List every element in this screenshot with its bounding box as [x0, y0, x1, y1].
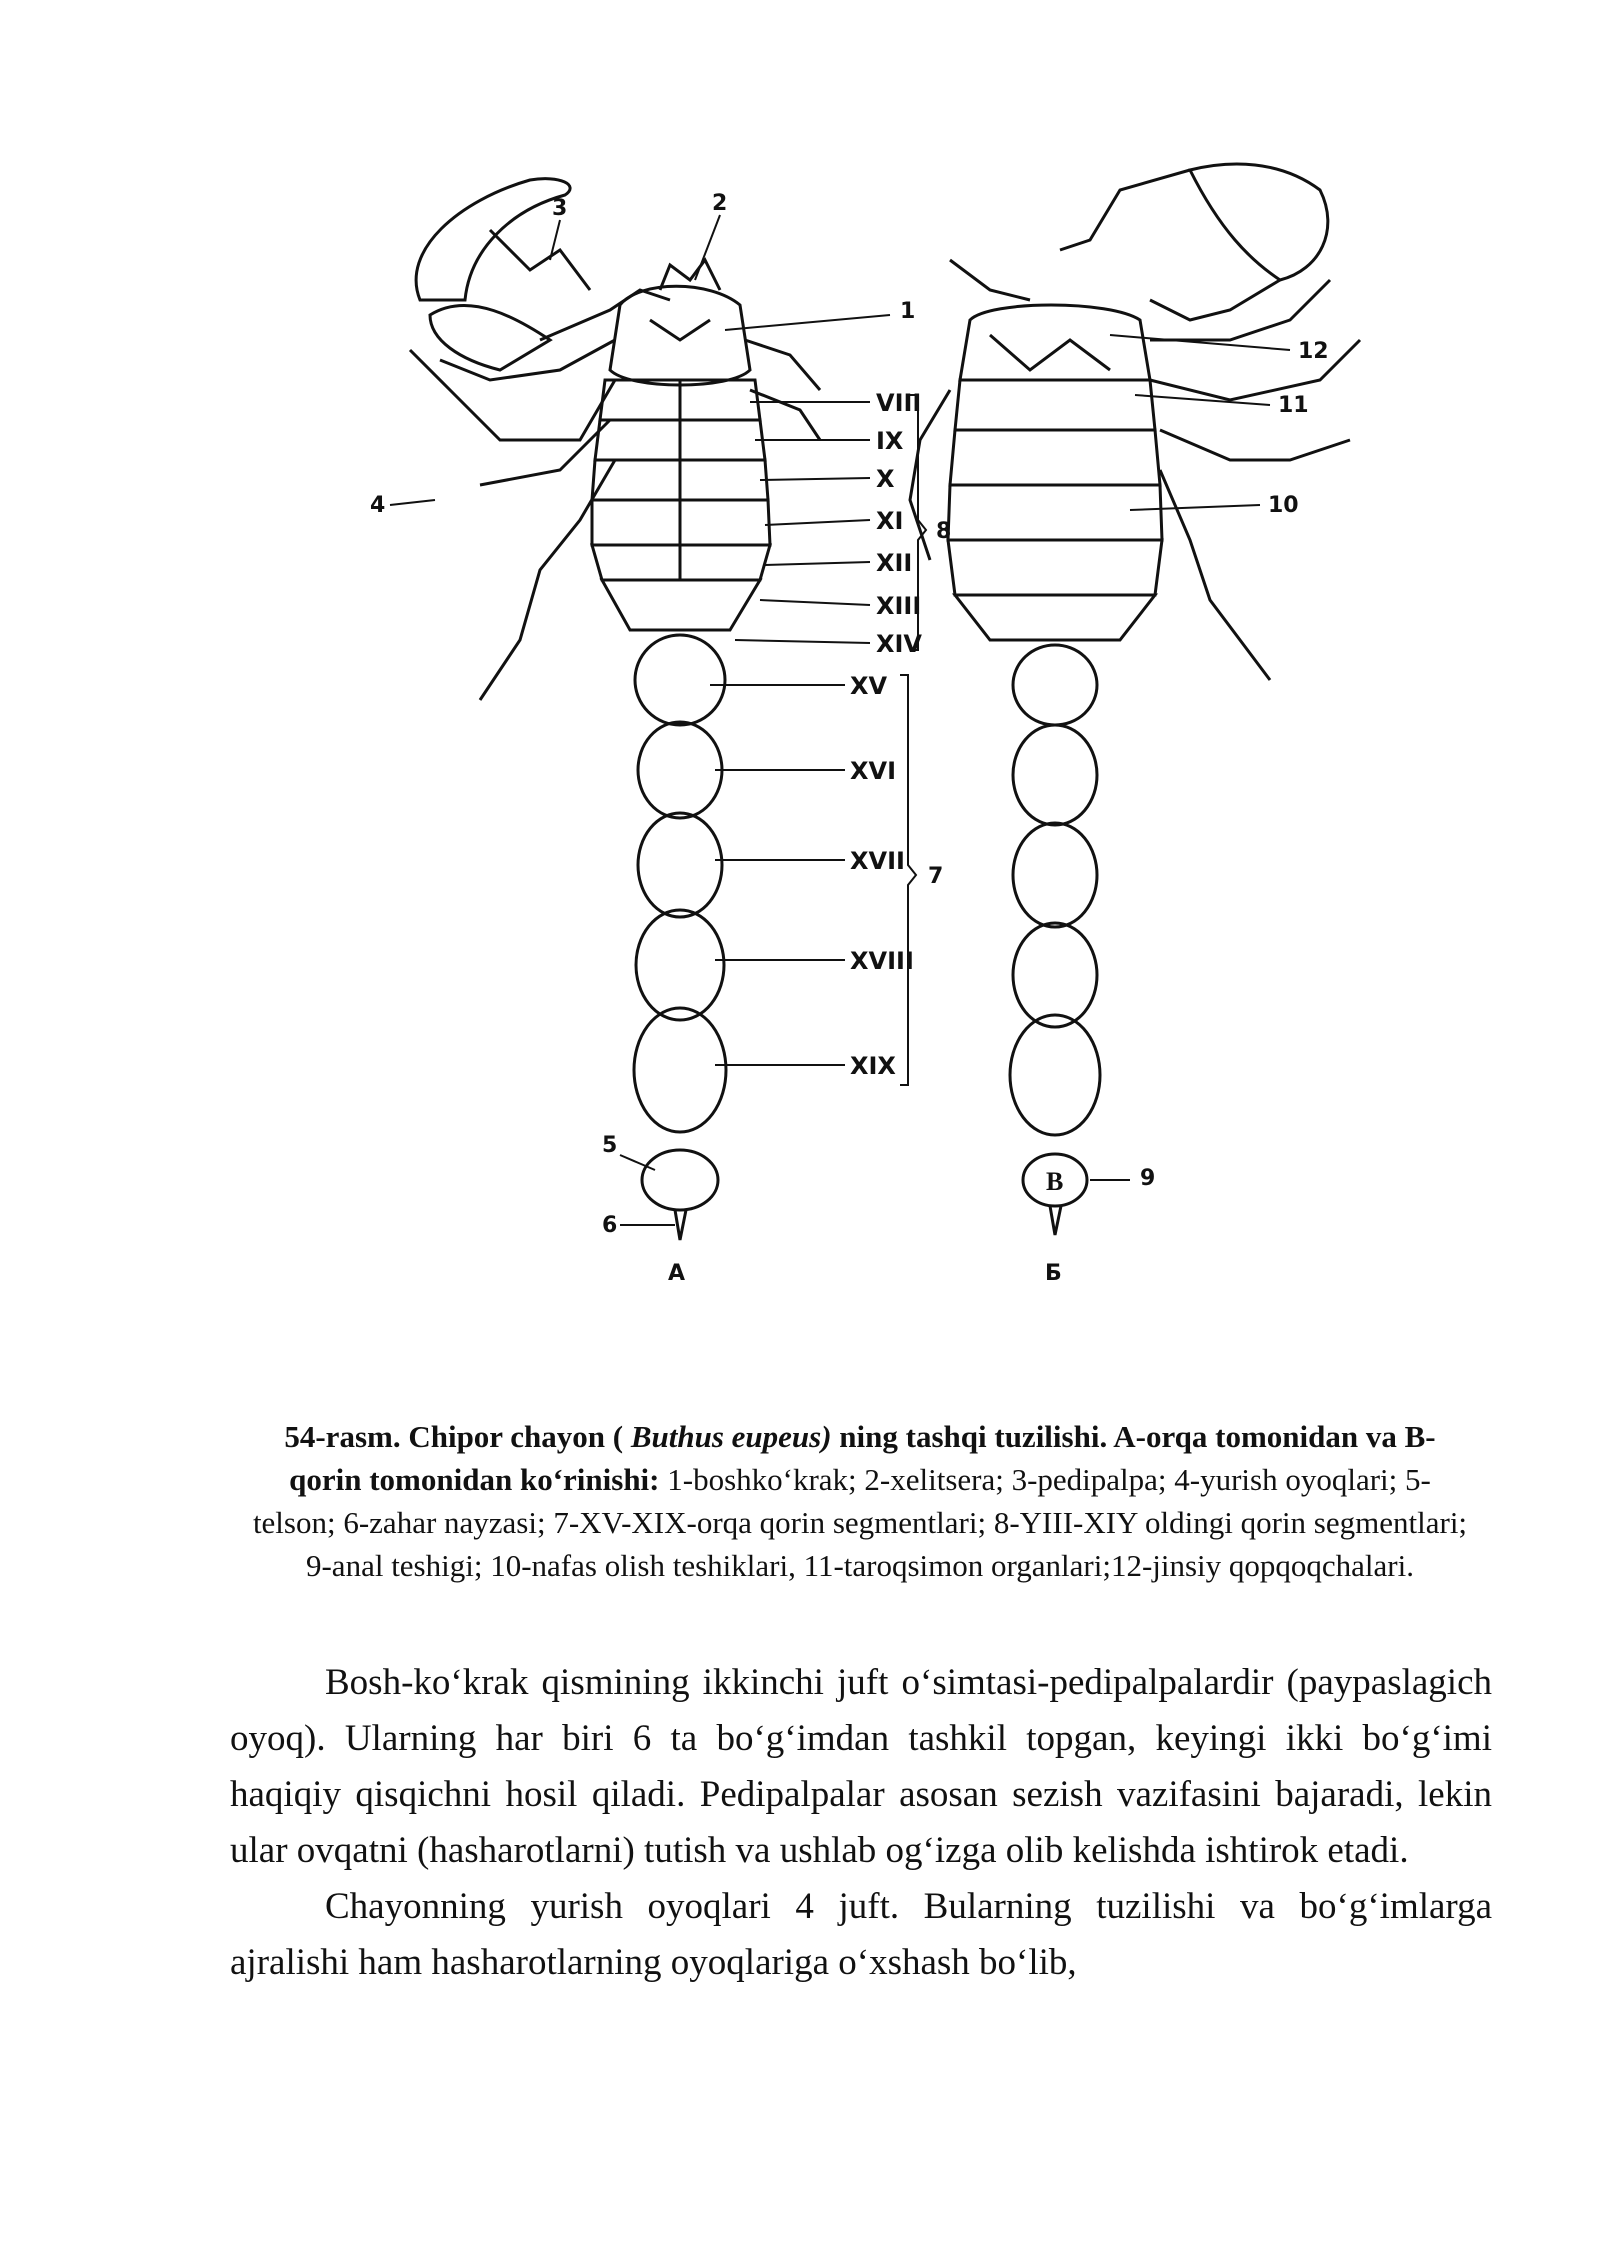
figure-labels — [370, 191, 1329, 1286]
label-6: 6 — [602, 1213, 618, 1238]
scorpion-ventral-view — [910, 164, 1360, 1235]
segment-label: XVII — [850, 847, 905, 875]
label-9: 9 — [1140, 1166, 1156, 1191]
segment-label: XV — [850, 672, 888, 700]
label-3: 3 — [552, 196, 568, 221]
label-12: 12 — [1298, 339, 1329, 364]
segment-label: XIX — [850, 1052, 896, 1080]
scorpion-illustration — [330, 140, 1480, 1390]
label-11: 11 — [1278, 393, 1309, 418]
view-label-b: Б — [1045, 1261, 1062, 1286]
segment-label: XIII — [876, 592, 922, 620]
segment-label: XVI — [850, 757, 897, 785]
label-2: 2 — [712, 191, 728, 216]
label-4: 4 — [370, 493, 386, 518]
segment-label: XII — [876, 549, 913, 577]
caption-legend: 1-boshko‘krak; 2-xelitsera; 3-pedipalpa; 4-yurish oyoqlari; 5-telson; 6-zahar nayzasi; 7-XV-XIX-orqa qorin segmentlari; 8-YIII-XIY oldingi qorin segmentlari; 9-anal teshigi; 10-nafas olish teshiklari, 11-taroqsimon organlari;12-jinsiy qopqoqchalari. — [252, 1462, 1468, 1583]
caption-species: Buthus eupeus) — [630, 1419, 832, 1454]
label-10: 10 — [1268, 493, 1299, 518]
segment-label: XIV — [876, 630, 923, 658]
label-5: 5 — [602, 1133, 618, 1158]
paragraph: Bosh-ko‘krak qismining ikkinchi juft o‘simtasi-pedipalpalardir (paypaslagich oyoq). Ularning har biri 6 ta bo‘g‘imdan tashkil topgan, keyingi ikki bo‘g‘imi haqiqiy qisqichni hosil qiladi. Pedipalpalar asosan sezish vazifasini bajaradi, lekin ular ovqatni (hasharotlarni) tutish va ushlab og‘izga olib kelishda ishtirok etadi. — [230, 1662, 1492, 1871]
caption-bold-end: ning tashqi tuzilishi. A-orqa tomonidan va B-qorin tomonidan ko‘rinishi: — [289, 1419, 1436, 1497]
label-1: 1 — [900, 299, 916, 324]
caption-bold-start: 54-rasm. Chipor chayon ( — [284, 1419, 631, 1454]
segment-label: X — [876, 465, 895, 493]
view-label-a: А — [668, 1261, 686, 1286]
segment-label: IX — [876, 427, 904, 455]
anal-label: В — [1046, 1167, 1064, 1196]
segment-label: VIII — [876, 389, 922, 417]
segment-label: XI — [876, 507, 904, 535]
body-text — [230, 1655, 1492, 1991]
label-7: 7 — [928, 864, 944, 889]
segment-label: XVIII — [850, 947, 914, 975]
scorpion-figure — [330, 140, 1480, 1390]
paragraph: Chayonning yurish oyoqlari 4 juft. Bularning tuzilishi va bo‘g‘imlarga ajralishi ham hasharotlarning oyoqlariga o‘xshash bo‘lib, — [230, 1886, 1492, 1983]
figure-caption — [250, 1415, 1470, 1587]
label-8: 8 — [936, 519, 952, 544]
scorpion-dorsal-view — [410, 179, 820, 1240]
